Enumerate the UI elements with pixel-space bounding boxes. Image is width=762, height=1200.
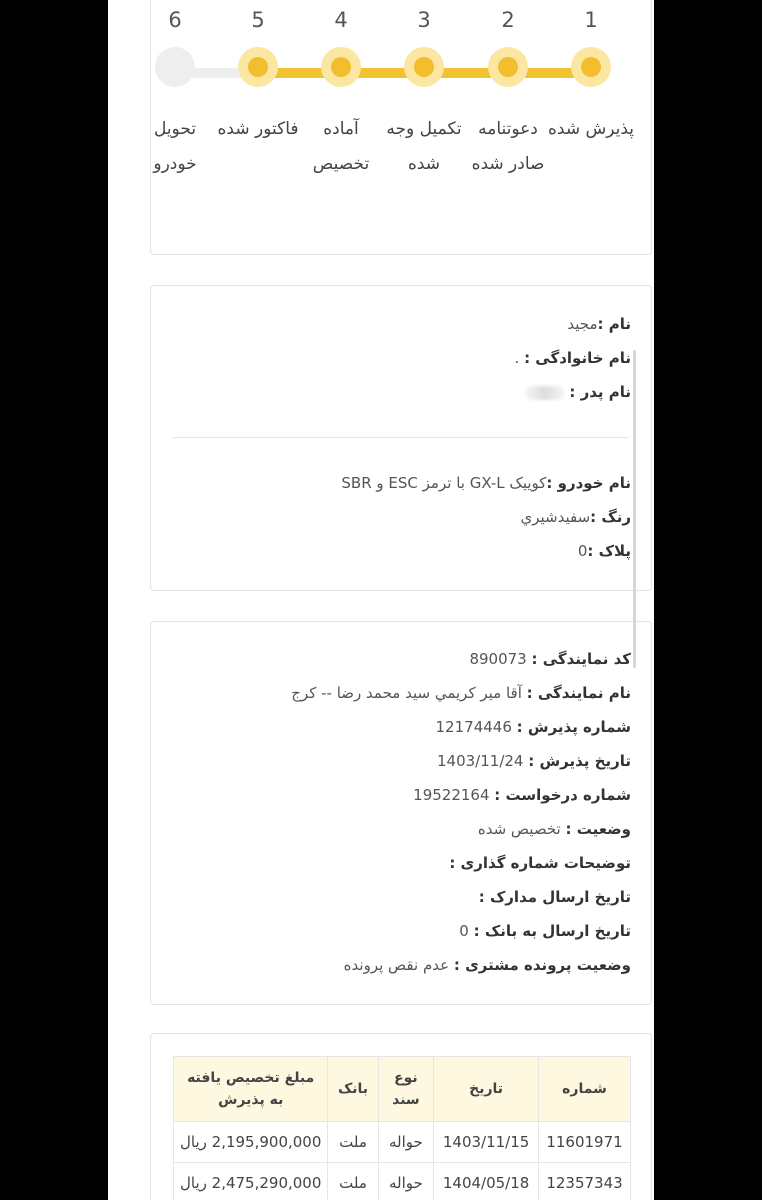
header-amount: مبلغ تخصیص یافته به پذیرش [174,1057,328,1122]
cell-date: 1403/11/15 [434,1122,539,1163]
step-5-number: 5 [251,8,265,32]
bank-sent-date-row [459,922,631,940]
plate-label: پلاک : [587,542,631,560]
father-name-label: نام پدر : [569,383,631,401]
request-number-label: شماره درخواست : [494,786,631,804]
step-2-number: 2 [501,8,515,32]
reception-number-label: شماره پذیرش : [516,718,631,736]
page [108,0,654,1200]
last-name-label: نام خانوادگی : [524,349,631,367]
cell-number: 12357343 [539,1163,631,1200]
numbering-description-row [449,854,631,872]
agency-code-value: 890073 [469,650,527,668]
first-name-label: نام : [597,315,631,333]
request-number-value: 19522164 [413,786,490,804]
first-name-value: مجید [567,315,598,333]
step-6-label: تحویل خودرو [153,119,197,174]
cell-bank: ملت [328,1163,378,1200]
bank-sent-date-label: تاریخ ارسال به بانک : [473,922,631,940]
color-value: سفیدشیري [520,508,591,526]
reception-date-value: 1403/11/24 [437,752,524,770]
table-row [174,1122,631,1163]
cell-bank: ملت [328,1122,378,1163]
table-header-row [174,1057,631,1122]
request-number-row [413,786,631,804]
step-2-label: دعوتنامه صادر شده [471,119,545,174]
last-name-value: . [514,349,520,367]
payments-table [173,1056,631,1200]
step-1-number: 1 [584,8,598,32]
step-1-label: پذیرش شده [548,119,634,139]
reception-date-row [437,752,631,770]
step-3-dot [404,47,444,87]
car-name-value: کوییک GX-L با ترمز ESC و SBR [341,474,547,492]
plate-row [578,542,631,560]
agency-code-row [469,650,631,668]
numbering-description-label: توضیحات شماره گذاری : [449,854,631,872]
cell-date: 1404/05/18 [434,1163,539,1200]
reception-number-row [436,718,631,736]
status-label: وضعیت : [565,820,631,838]
first-name-row [567,315,631,333]
step-2-dot [488,47,528,87]
reception-date-label: تاریخ پذیرش : [528,752,631,770]
father-name-row [525,383,631,401]
agency-name-value: آقا میر کریمي سید محمد رضا -- کرج [291,684,522,702]
file-status-row [344,956,631,974]
step-6-dot [155,47,195,87]
payments-card [150,1033,652,1200]
step-3-label: تکمیل وجه شده [386,119,462,174]
step-1-dot [571,47,611,87]
progress-card [150,0,652,255]
bank-sent-date-value: 0 [459,922,469,940]
file-status-label: وضعیت پرونده مشتری : [453,956,631,974]
header-bank: بانک [328,1057,378,1122]
color-label: رنگ : [590,508,631,526]
step-6-number: 6 [168,8,182,32]
car-name-row [341,474,631,492]
step-4-dot [321,47,361,87]
cell-number: 11601971 [539,1122,631,1163]
agency-name-label: نام نمایندگی : [526,684,631,702]
agency-info-card [150,621,652,1005]
step-5-dot [238,47,278,87]
scrollbar-thumb[interactable] [633,350,636,668]
section-divider [173,437,629,438]
last-name-row [515,349,631,367]
agency-name-row [291,684,631,702]
header-doc-type: نوع سند [378,1057,434,1122]
cell-amount: 2,475,290,000 ریال [174,1163,328,1200]
plate-value: 0 [577,542,588,560]
car-name-label: نام خودرو : [546,474,631,492]
file-status-value: عدم نقص پرونده [343,956,450,974]
status-value: تخصیص شده [477,820,561,838]
reception-number-value: 12174446 [435,718,512,736]
step-5-label: فاکتور شده [217,119,299,139]
status-row [478,820,631,838]
cell-amount: 2,195,900,000 ریال [174,1122,328,1163]
step-4-number: 4 [334,8,348,32]
documents-sent-date-label: تاریخ ارسال مدارک : [478,888,631,906]
customer-info-card [150,285,652,591]
header-date: تاریخ [434,1057,539,1122]
cell-doc-type: حواله [378,1163,434,1200]
color-row [520,508,631,526]
step-4-label: آماده تخصیص [312,119,370,174]
agency-code-label: کد نمایندگی : [531,650,631,668]
redacted-father-name [525,386,565,400]
table-row [174,1163,631,1200]
documents-sent-date-row [479,888,631,906]
header-number: شماره [539,1057,631,1122]
cell-doc-type: حواله [378,1122,434,1163]
step-3-number: 3 [417,8,431,32]
